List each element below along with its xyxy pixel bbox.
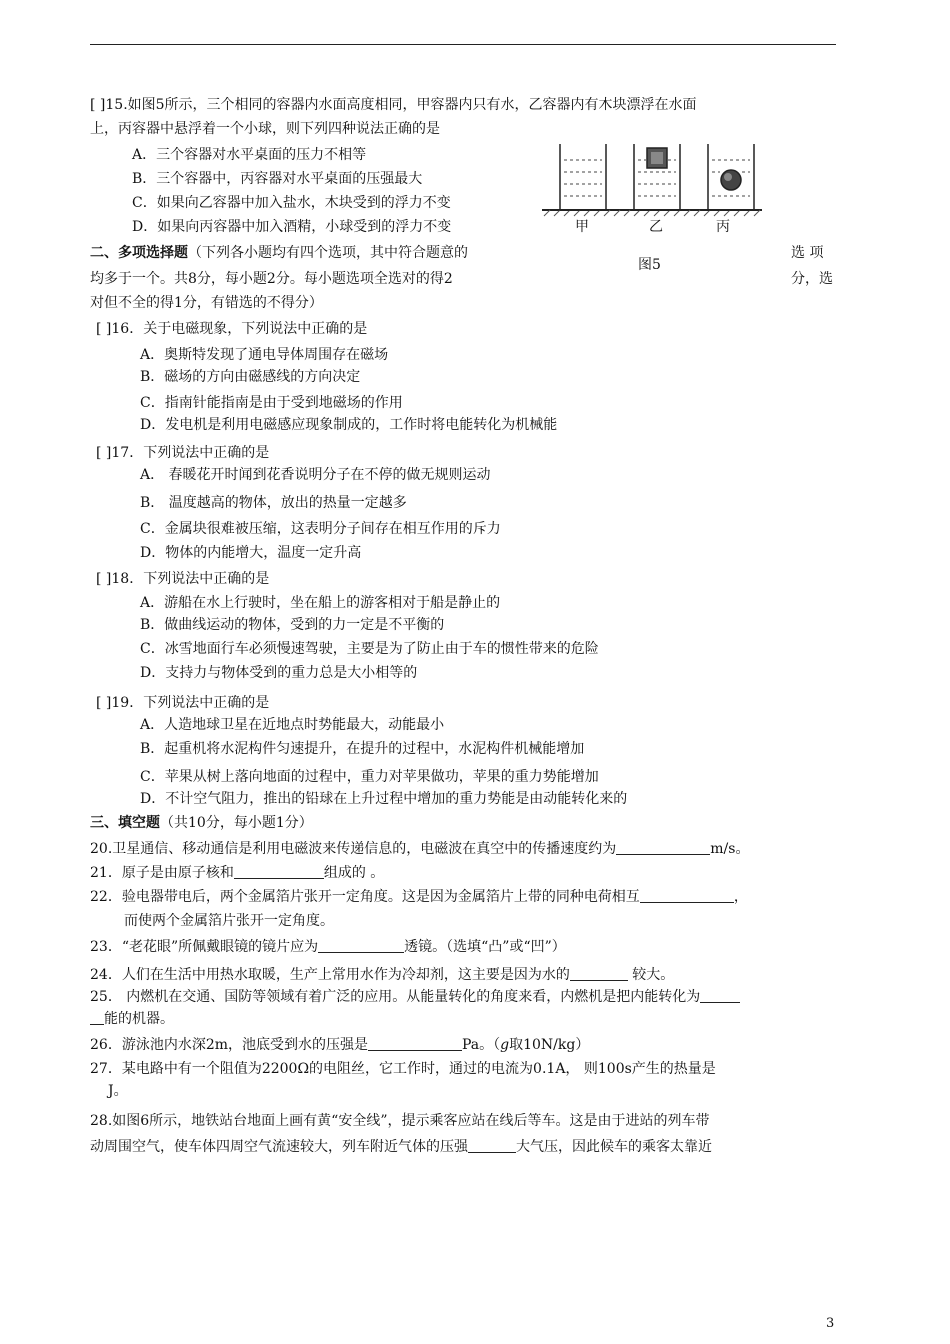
figure-5-caption: 图5 — [638, 257, 661, 273]
section-3-heading — [90, 814, 313, 832]
q19-option-d: D．不计空气阻力，推出的铅球在上升过程中增加的重力势能是由动能转化来的 — [140, 791, 628, 807]
q15-stem-line1: [ ]15.如图5所示，三个相同的容器内水面高度相同，甲容器内只有水，乙容器内有木块漂浮在水面 — [90, 97, 697, 113]
q25-blank-part2[interactable] — [90, 1010, 104, 1025]
section-2-line2: 均多于一个。共8分，每小题2分。每小题选项全选对的得2 — [90, 271, 453, 287]
section-2-line2-right: 分，选 — [791, 271, 833, 287]
q20-text: 20.卫星通信、移动通信是利用电磁波来传递信息的，电磁波在真空中的传播速度约为 — [90, 841, 617, 857]
q26 — [90, 1036, 589, 1054]
q26-g-symbol: g — [500, 1037, 510, 1053]
q21-blank[interactable] — [234, 864, 324, 879]
q22-comma: ， — [733, 889, 748, 905]
q22-text: 22．验电器带电后，两个金属箔片张开一定角度。这是因为金属箔片上带的同种电荷相互 — [90, 889, 640, 905]
q15-stem-line2: 上，丙容器中悬浮着一个小球，则下列四种说法正确的是 — [90, 121, 440, 137]
q15-option-a: A．三个容器对水平桌面的压力不相等 — [132, 147, 367, 163]
q25 — [90, 988, 740, 1006]
q18-stem: [ ]18．下列说法中正确的是 — [96, 571, 270, 587]
q20-unit: m/s。 — [710, 841, 750, 857]
header-rule — [90, 44, 836, 45]
page-number: 3 — [826, 1316, 835, 1331]
q23 — [90, 938, 566, 956]
q15-option-d: D．如果向丙容器中加入酒精，小球受到的浮力不变 — [132, 219, 452, 235]
q26-unit: Pa。（ — [462, 1037, 501, 1053]
figure-label-bing: 丙 — [716, 219, 730, 235]
q20 — [90, 840, 749, 858]
q27: 27．某电路中有一个阻值为2200Ω的电阻丝，它工作时，通过的电流为0.1A， 则100s产生的热量是 — [90, 1061, 716, 1077]
q24-blank[interactable] — [570, 966, 628, 981]
container-jia — [560, 144, 606, 210]
q15-option-c: C．如果向乙容器中加入盐水，木块受到的浮力不变 — [132, 195, 451, 211]
section-3-note: （共10分，每小题1分） — [160, 815, 313, 831]
q24-tail: 较大。 — [627, 967, 675, 983]
q26-tail: 取10N/kg） — [509, 1037, 590, 1053]
q23-blank[interactable] — [318, 938, 404, 953]
q25-blank-part1[interactable] — [700, 988, 740, 1003]
q26-text: 26．游泳池内水深2m，池底受到水的压强是 — [90, 1037, 368, 1053]
q22 — [90, 888, 748, 906]
q19-option-b: B．起重机将水泥构件匀速提升，在提升的过程中，水泥构件机械能增加 — [140, 741, 585, 757]
q25-line2 — [90, 1010, 174, 1028]
q17-option-d: D．物体的内能增大，温度一定升高 — [140, 545, 362, 561]
q15-option-b: B．三个容器中，丙容器对水平桌面的压强最大 — [132, 171, 423, 187]
q16-option-d: D．发电机是利用电磁感应现象制成的，工作时将电能转化为机械能 — [140, 417, 558, 433]
q21-tail: 组成的 。 — [323, 865, 385, 881]
q17-stem: [ ]17．下列说法中正确的是 — [96, 445, 270, 461]
q27-unit: J。 — [108, 1083, 128, 1099]
q28-line2 — [90, 1138, 712, 1156]
section-2-intro: （下列各小题均有四个选项，其中符合题意的 — [188, 245, 468, 261]
q26-blank[interactable] — [368, 1036, 462, 1051]
q28-line1: 28.如图6所示，地铁站台地面上画有黄“安全线”，提示乘客应站在线后等车。这是由于进站的列车带 — [90, 1113, 710, 1129]
q28-blank[interactable] — [468, 1138, 516, 1153]
q25-text: 25． 内燃机在交通、国防等领域有着广泛的应用。从能量转化的角度来看，内燃机是把内能转化为 — [90, 989, 701, 1005]
q19-option-a: A．人造地球卫星在近地点时势能最大，动能最小 — [140, 717, 445, 733]
section-2-line1-right: 选 项 — [791, 245, 824, 261]
q16-option-b: B．磁场的方向由磁感线的方向决定 — [140, 369, 361, 385]
container-yi — [634, 144, 680, 210]
q16-option-a: A．奥斯特发现了通电导体周围存在磁场 — [140, 347, 389, 363]
q19-option-c: C．苹果从树上落向地面的过程中，重力对苹果做功，苹果的重力势能增加 — [140, 769, 599, 785]
q18-option-c: C．冰雪地面行车必须慢速驾驶，主要是为了防止由于车的惯性带来的危险 — [140, 641, 599, 657]
suspended-ball — [721, 170, 741, 190]
q17-option-a: A． 春暖花开时闻到花香说明分子在不停的做无规则运动 — [140, 467, 491, 483]
q24 — [90, 966, 674, 984]
q21-text: 21．原子是由原子核和 — [90, 865, 234, 881]
q18-option-b: B．做曲线运动的物体，受到的力一定是不平衡的 — [140, 617, 445, 633]
q22-blank[interactable] — [640, 888, 734, 903]
figure-label-jia: 甲 — [575, 219, 589, 235]
q17-option-b: B． 温度越高的物体，放出的热量一定越多 — [140, 495, 407, 511]
section-2-line3: 对但不全的得1分，有错选的不得分） — [90, 295, 323, 311]
container-bing — [708, 144, 754, 210]
q20-blank[interactable] — [616, 840, 710, 855]
q16-stem: [ ]16．关于电磁现象，下列说法中正确的是 — [96, 321, 368, 337]
q23-tail: 透镜。（选填“凸”或“凹”） — [404, 939, 566, 955]
q19-stem: [ ]19．下列说法中正确的是 — [96, 695, 270, 711]
q18-option-a: A．游船在水上行驶时，坐在船上的游客相对于船是静止的 — [140, 595, 501, 611]
q16-option-c: C．指南针能指南是由于受到地磁场的作用 — [140, 395, 403, 411]
q23-text: 23．“老花眼”所佩戴眼镜的镜片应为 — [90, 939, 319, 955]
q28-text: 动周围空气，使车体四周空气流速较大，列车附近气体的压强 — [90, 1139, 468, 1155]
q28-tail: 大气压，因此候车的乘客太靠近 — [516, 1139, 712, 1155]
figure-label-yi: 乙 — [649, 219, 663, 235]
q21 — [90, 864, 384, 882]
q17-option-c: C．金属块很难被压缩，这表明分子间存在相互作用的斥力 — [140, 521, 501, 537]
section-2-line1 — [90, 244, 468, 262]
q18-option-d: D．支持力与物体受到的重力总是大小相等的 — [140, 665, 418, 681]
q24-text: 24．人们在生活中用热水取暖，生产上常用水作为冷却剂，这主要是因为水的 — [90, 967, 570, 983]
section-2-title: 二、多项选择题 — [90, 245, 188, 261]
q22-continuation: 而使两个金属箔片张开一定角度。 — [124, 913, 334, 929]
q25-tail: 能的机器。 — [104, 1011, 174, 1027]
section-3-title: 三、填空题 — [90, 815, 160, 831]
